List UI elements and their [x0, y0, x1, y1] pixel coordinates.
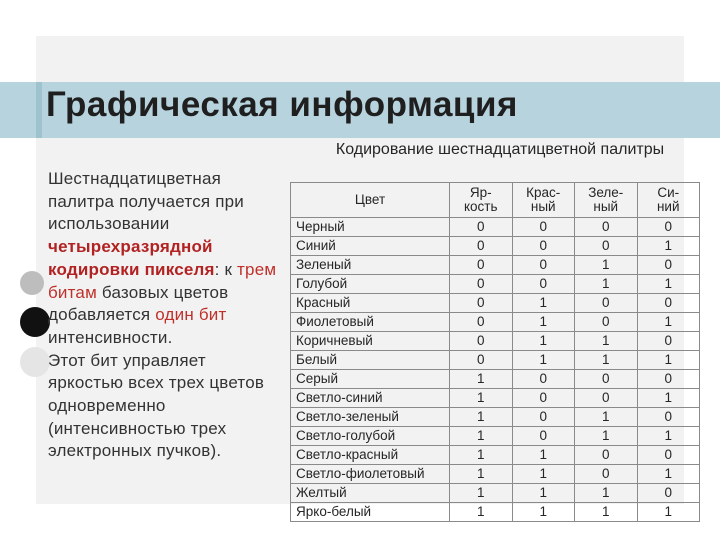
bit-cell: 0: [575, 313, 638, 332]
bit-cell: 1: [575, 484, 638, 503]
color-name-cell: Светло-зеленый: [291, 408, 450, 427]
color-name-cell: Светло-фиолетовый: [291, 465, 450, 484]
bit-cell: 1: [575, 275, 638, 294]
table-row: [291, 275, 700, 294]
bit-cell: 0: [637, 408, 700, 427]
bit-cell: 1: [575, 351, 638, 370]
bit-cell: 0: [512, 275, 575, 294]
bit-cell: 1: [450, 446, 513, 465]
table-row: [291, 332, 700, 351]
color-name-cell: Светло-красный: [291, 446, 450, 465]
color-name-cell: Светло-синий: [291, 389, 450, 408]
bit-cell: 0: [450, 332, 513, 351]
bit-cell: 0: [450, 237, 513, 256]
bit-cell: 1: [637, 427, 700, 446]
text-run: базовых цветов добавляется: [48, 282, 229, 325]
bit-cell: 1: [512, 484, 575, 503]
color-name-cell: Белый: [291, 351, 450, 370]
bit-cell: 1: [637, 465, 700, 484]
table-row: [291, 389, 700, 408]
bit-cell: 1: [637, 313, 700, 332]
bit-cell: 0: [575, 446, 638, 465]
decorative-circle-black: [20, 307, 50, 337]
bit-cell: 1: [512, 294, 575, 313]
table-row: [291, 370, 700, 389]
bit-cell: 1: [637, 503, 700, 522]
bit-cell: 0: [575, 294, 638, 313]
decorative-circle-light: [20, 347, 50, 377]
bit-cell: 0: [637, 294, 700, 313]
bit-cell: 0: [512, 408, 575, 427]
bit-cell: 1: [575, 427, 638, 446]
bit-cell: 1: [512, 351, 575, 370]
bit-cell: 1: [450, 408, 513, 427]
bit-cell: 0: [450, 256, 513, 275]
bit-cell: 0: [450, 294, 513, 313]
bit-cell: 1: [512, 313, 575, 332]
table-row: [291, 313, 700, 332]
bit-cell: 0: [450, 313, 513, 332]
text-run: интенсивности.: [48, 327, 173, 347]
bit-cell: 0: [512, 237, 575, 256]
table-row: [291, 484, 700, 503]
highlight-one-bit: один бит: [155, 305, 227, 325]
bit-cell: 1: [512, 465, 575, 484]
header-green: Зеле- ный: [575, 183, 638, 218]
color-name-cell: Коричневый: [291, 332, 450, 351]
table-body: [291, 218, 700, 522]
bit-cell: 0: [637, 370, 700, 389]
bit-cell: 0: [575, 237, 638, 256]
bit-cell: 0: [575, 465, 638, 484]
bit-cell: 0: [512, 256, 575, 275]
bit-cell: 1: [450, 465, 513, 484]
header-color: Цвет: [291, 183, 450, 218]
bit-cell: 1: [637, 389, 700, 408]
table-header-row: [291, 183, 700, 218]
decorative-circle-gray: [20, 271, 44, 295]
bit-cell: 0: [512, 370, 575, 389]
bit-cell: 1: [575, 503, 638, 522]
bit-cell: 0: [575, 370, 638, 389]
bit-cell: 1: [450, 503, 513, 522]
bit-cell: 1: [512, 446, 575, 465]
paragraph-intensity: Этот бит управляет яркостью всех трех цветов одновременно (интенсивностью трех электронных пучков).: [48, 350, 265, 461]
highlight-three-bits: трем битам: [48, 259, 277, 302]
slide-title: Графическая информация: [46, 85, 518, 124]
bit-cell: 0: [450, 218, 513, 237]
color-name-cell: Красный: [291, 294, 450, 313]
bit-cell: 0: [637, 256, 700, 275]
body-text: [48, 168, 278, 463]
color-name-cell: Серый: [291, 370, 450, 389]
table-row: [291, 237, 700, 256]
bit-cell: 1: [637, 351, 700, 370]
color-name-cell: Зеленый: [291, 256, 450, 275]
table-row: [291, 427, 700, 446]
bit-cell: 1: [637, 275, 700, 294]
bit-cell: 0: [637, 446, 700, 465]
table-row: [291, 351, 700, 370]
color-name-cell: Фиолетовый: [291, 313, 450, 332]
color-name-cell: Синий: [291, 237, 450, 256]
bit-cell: 1: [450, 427, 513, 446]
text-run: : к: [214, 259, 238, 279]
bit-cell: 1: [512, 503, 575, 522]
bit-cell: 1: [512, 332, 575, 351]
table-row: [291, 408, 700, 427]
table-row: [291, 294, 700, 313]
bit-cell: 0: [637, 484, 700, 503]
color-name-cell: Голубой: [291, 275, 450, 294]
bit-cell: 0: [637, 218, 700, 237]
bit-cell: 1: [450, 389, 513, 408]
palette-table: [290, 182, 700, 522]
color-name-cell: Ярко-белый: [291, 503, 450, 522]
bit-cell: 0: [512, 389, 575, 408]
bit-cell: 0: [575, 218, 638, 237]
color-name-cell: Желтый: [291, 484, 450, 503]
title-band-accent: [36, 82, 42, 138]
highlight-four-bit-coding: четырехразрядной кодировки пикселя: [48, 237, 215, 279]
bit-cell: 1: [450, 370, 513, 389]
color-name-cell: Черный: [291, 218, 450, 237]
bit-cell: 0: [450, 351, 513, 370]
bit-cell: 1: [575, 256, 638, 275]
table-caption: Кодирование шестнадцатицветной палитры: [335, 141, 665, 158]
header-brightness: Яр- кость: [450, 183, 513, 218]
table-row: [291, 465, 700, 484]
bit-cell: 1: [450, 484, 513, 503]
bit-cell: 0: [575, 389, 638, 408]
table-row: [291, 503, 700, 522]
bit-cell: 1: [575, 332, 638, 351]
paragraph-palette: [48, 168, 278, 350]
color-name-cell: Светло-голубой: [291, 427, 450, 446]
bit-cell: 1: [575, 408, 638, 427]
table-row: [291, 446, 700, 465]
bit-cell: 0: [450, 275, 513, 294]
header-blue: Си- ний: [637, 183, 700, 218]
bit-cell: 0: [637, 332, 700, 351]
bit-cell: 0: [512, 218, 575, 237]
table-row: [291, 256, 700, 275]
bit-cell: 0: [512, 427, 575, 446]
bit-cell: 1: [637, 237, 700, 256]
table-row: [291, 218, 700, 237]
text-run: Шестнадцатицветная палитра получается при использовании: [48, 169, 244, 234]
header-red: Крас- ный: [512, 183, 575, 218]
